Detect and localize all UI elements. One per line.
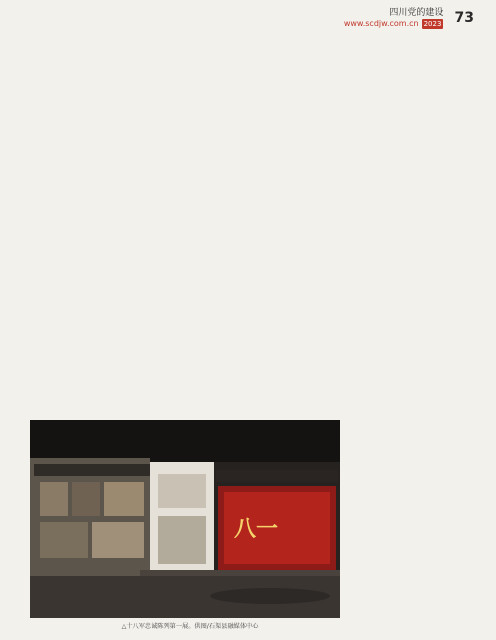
article-column-right-top [254, 66, 462, 402]
article-column-left [30, 66, 240, 418]
masthead [344, 8, 444, 29]
exhibition-hall-illustration [30, 420, 340, 618]
magazine-title: 四川党的建设 [389, 8, 444, 18]
magazine-url-line [344, 19, 444, 29]
article-column-right-bottom [350, 408, 462, 618]
photo-caption: △十八军忠诚陈列第一展。供图/石渠县融媒体中心 [121, 623, 259, 630]
year-badge: 2023 [423, 20, 442, 28]
page-number: 73 [454, 10, 474, 26]
page-header [344, 8, 474, 44]
wall-glyph: 八一 [234, 516, 279, 542]
exhibition-hall-photo [30, 420, 340, 618]
magazine-url: www.scdjw.com.cn [343, 19, 419, 28]
